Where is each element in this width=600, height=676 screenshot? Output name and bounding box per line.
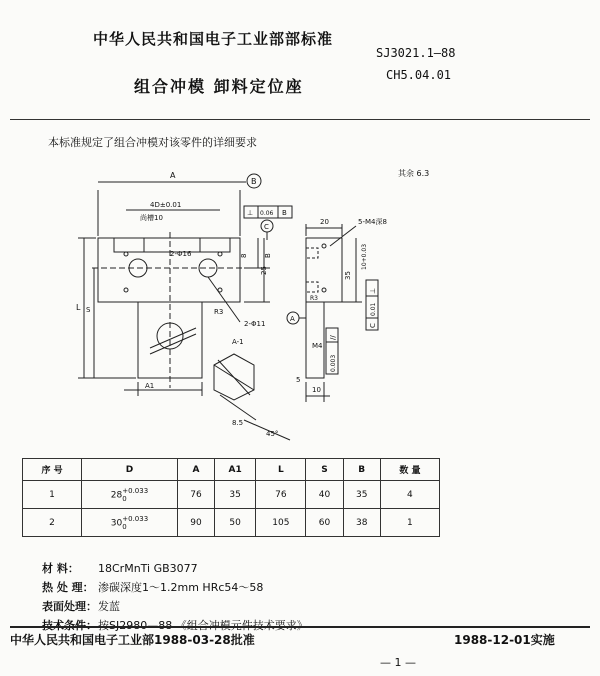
tech-label: 技术条件： (42, 619, 97, 632)
label-thread: 5-M4深8 (358, 218, 387, 226)
tech-value: 按SJ2980—88 《组合冲模元件技术要求》 (98, 619, 308, 632)
label-A1: A1 (145, 382, 155, 390)
cell-b: 35 (343, 481, 380, 509)
page-number: — 1 — (380, 656, 416, 669)
implement-date: 1988-12-01实施 (454, 633, 555, 647)
tol1: 0.06 (260, 210, 274, 217)
cell-a1: 50 (215, 509, 256, 537)
surface-label: 表面处理： (42, 600, 97, 613)
side-view (287, 168, 429, 402)
col-header: S (306, 459, 343, 481)
label-85: 8.5 (232, 419, 244, 427)
label-L: L (76, 303, 81, 312)
cell-l: 76 (256, 481, 306, 509)
label-35: 35 (344, 271, 352, 280)
side-stem (306, 302, 324, 378)
label-25: 25 (260, 266, 268, 275)
datum-a: A (290, 315, 295, 323)
ministry-standard-title: 中华人民共和国电子工业部部标准 (93, 30, 334, 48)
label-m4: M4 (312, 342, 323, 350)
material-value: 18CrMnTi GB3077 (98, 562, 198, 575)
label-4d: 4D±0.01 (150, 201, 182, 209)
tol1-ref: B (282, 209, 287, 217)
svg-text:⊥: ⊥ (369, 287, 377, 294)
col-header: L (256, 459, 306, 481)
datum-b: B (251, 177, 257, 186)
label-angle: 45° (266, 430, 279, 438)
materials-block (42, 559, 308, 635)
ch-number: CH5.04.01 (386, 68, 452, 82)
spec-table (22, 458, 440, 537)
document-title: 组合冲模 卸料定位座 (134, 77, 304, 96)
cell-s: 60 (306, 509, 343, 537)
table-header-row (23, 459, 440, 481)
label-r3b: R3 (310, 295, 318, 302)
slot-right (200, 238, 230, 252)
approval-date: 中华人民共和国电子工业部1988-03-28批准 (10, 633, 255, 647)
label-holes2: 2-Φ11 (244, 320, 266, 328)
datum-c: C (264, 223, 269, 231)
cell-no: 1 (23, 481, 82, 509)
cell-no: 2 (23, 509, 82, 537)
cell-a1: 35 (215, 481, 256, 509)
cell-qty: 4 (380, 481, 439, 509)
roughness: 其余 6.3 (398, 169, 430, 178)
surface-value: 发蓝 (98, 600, 120, 613)
heat-label: 热 处 理： (42, 581, 94, 594)
technical-drawing (0, 150, 600, 450)
col-header: 数 量 (380, 459, 439, 481)
cell-qty: 1 (380, 509, 439, 537)
label-A: A (170, 171, 176, 180)
cell-d: 28+0.033 0 (82, 481, 178, 509)
label-5: 5 (296, 376, 301, 384)
header-rule (10, 119, 590, 120)
table-row (23, 481, 440, 509)
front-view (76, 171, 292, 396)
detail-view (214, 338, 290, 440)
cell-l: 105 (256, 509, 306, 537)
cell-d: 30+0.033 0 (82, 509, 178, 537)
col-header: A1 (215, 459, 256, 481)
slot-left (114, 238, 144, 252)
tol3: 0.01 (370, 302, 377, 316)
col-header: B (343, 459, 380, 481)
tol3-ref: C (369, 323, 377, 328)
cell-a: 90 (177, 509, 214, 537)
label-10: 10 (312, 386, 321, 394)
label-B: B (264, 253, 272, 258)
svg-text:⊥: ⊥ (247, 209, 254, 217)
intro-text: 本标准规定了组合冲模对该零件的详细要求 (48, 136, 257, 149)
cell-a: 76 (177, 481, 214, 509)
small-hole (124, 252, 128, 256)
label-slot: 尚槽10 (140, 214, 163, 222)
table-row (23, 509, 440, 537)
small-hole (124, 288, 128, 292)
svg-text:10+0.03: 10+0.03 (361, 243, 368, 270)
material-label: 材 料： (42, 562, 79, 575)
col-header: D (82, 459, 178, 481)
label-S: S (86, 306, 91, 314)
footer-rule (10, 626, 590, 628)
tol2: 0.003 (330, 354, 337, 372)
col-header: A (177, 459, 214, 481)
label-r3: R3 (214, 308, 224, 316)
cell-b: 38 (343, 509, 380, 537)
heat-value: 渗碳深度1～1.2mm HRc54～58 (98, 581, 264, 594)
small-hole (218, 252, 222, 256)
standard-number: SJ3021.1—88 (376, 46, 456, 60)
label-holes: 2-Φ16 (170, 250, 192, 258)
label-20: 20 (320, 218, 329, 226)
cell-s: 40 (306, 481, 343, 509)
label-8: 8 (240, 253, 248, 258)
svg-text://: // (329, 335, 337, 340)
col-header: 序 号 (23, 459, 82, 481)
label-view: A-1 (232, 338, 244, 346)
